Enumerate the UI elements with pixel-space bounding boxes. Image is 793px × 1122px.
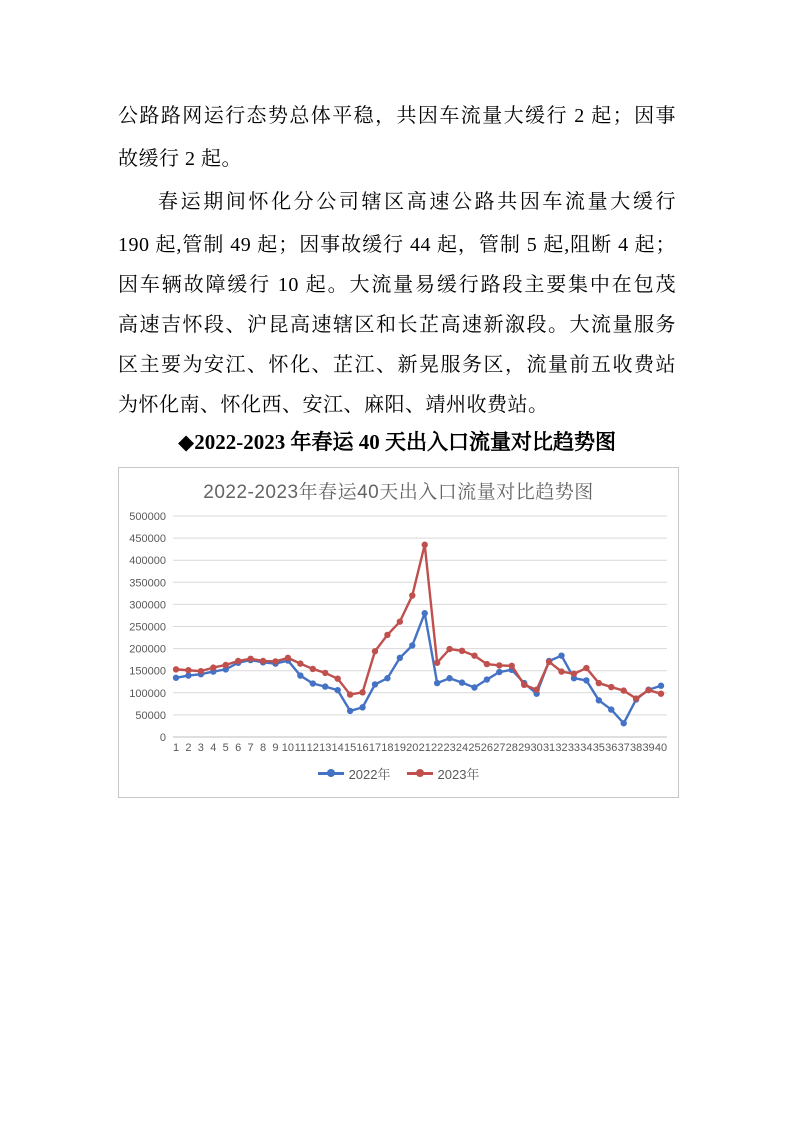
legend-item-2022 [318, 764, 391, 783]
body-line: 高速吉怀段、沪昆高速辖区和长芷高速新溆段。大流量服务 [118, 314, 676, 336]
legend-marker-2022 [318, 772, 344, 775]
svg-text:28: 28 [505, 742, 518, 754]
svg-text:20: 20 [406, 742, 419, 754]
svg-text:26: 26 [480, 742, 494, 754]
svg-text:18: 18 [381, 742, 394, 754]
body-line: 故缓行 2 起。 [118, 148, 242, 170]
svg-text:19: 19 [393, 742, 406, 754]
svg-text:25: 25 [468, 742, 481, 754]
svg-text:11: 11 [294, 742, 307, 754]
traffic-trend-chart [118, 467, 679, 798]
figure-heading: ◆2022-2023 年春运 40 天出入口流量对比趋势图 [178, 430, 616, 454]
svg-text:500000: 500000 [129, 511, 166, 523]
svg-text:36: 36 [605, 742, 618, 754]
svg-text:400000: 400000 [129, 555, 166, 568]
svg-text:200000: 200000 [129, 643, 166, 656]
body-line: 为怀化南、怀化西、安江、麻阳、靖州收费站。 [118, 394, 549, 416]
chart-title: 2022-2023年春运40天出入口流量对比趋势图 [203, 482, 594, 503]
body-line: 190 起,管制 49 起；因事故缓行 44 起，管制 5 起,阻断 4 起； [118, 234, 676, 256]
svg-text:24: 24 [455, 742, 469, 754]
legend-item-2023 [407, 764, 480, 783]
svg-text:35: 35 [592, 742, 605, 754]
body-line: 春运期间怀化分公司辖区高速公路共因车流量大缓行 [158, 191, 676, 213]
body-line: 公路路网运行态势总体平稳，共因车流量大缓行 2 起；因事 [118, 105, 676, 127]
legend-marker-2023 [407, 772, 433, 775]
svg-text:34: 34 [580, 742, 593, 754]
body-line: 因车辆故障缓行 10 起。大流量易缓行路段主要集中在包茂 [118, 274, 676, 296]
svg-text:300000: 300000 [129, 599, 166, 612]
svg-text:21: 21 [418, 742, 431, 754]
svg-text:17: 17 [368, 742, 382, 754]
svg-text:33: 33 [567, 742, 581, 754]
svg-text:7: 7 [247, 742, 254, 754]
svg-text:30: 30 [530, 742, 543, 754]
svg-text:14: 14 [331, 742, 344, 754]
svg-text:1: 1 [172, 742, 180, 754]
svg-text:38: 38 [630, 742, 643, 754]
svg-text:350000: 350000 [129, 577, 166, 590]
svg-text:13: 13 [319, 742, 332, 754]
svg-text:9: 9 [272, 742, 279, 754]
svg-text:5: 5 [222, 742, 229, 754]
svg-text:150000: 150000 [129, 665, 166, 678]
svg-text:450000: 450000 [129, 533, 166, 546]
svg-text:12: 12 [306, 742, 319, 754]
svg-text:23: 23 [443, 742, 456, 754]
svg-text:40: 40 [654, 742, 668, 754]
svg-text:37: 37 [617, 742, 630, 754]
svg-text:10: 10 [281, 742, 295, 754]
svg-text:16: 16 [356, 742, 369, 754]
svg-text:39: 39 [642, 742, 655, 754]
svg-text:3: 3 [197, 742, 204, 754]
svg-text:15: 15 [343, 742, 357, 754]
body-text [118, 103, 676, 432]
svg-text:32: 32 [555, 742, 568, 754]
svg-text:29: 29 [518, 742, 531, 754]
svg-text:50000: 50000 [135, 709, 166, 722]
legend-label-2022: 2022年 [348, 766, 391, 782]
svg-text:27: 27 [493, 742, 506, 754]
chart-legend [119, 763, 678, 783]
svg-text:2: 2 [185, 742, 192, 754]
body-line: 区主要为安江、怀化、芷江、新晃服务区，流量前五收费站 [118, 354, 676, 376]
chart-canvas [119, 468, 678, 797]
svg-text:4: 4 [210, 742, 217, 754]
svg-text:100000: 100000 [129, 687, 166, 700]
svg-text:6: 6 [235, 742, 242, 754]
svg-text:31: 31 [542, 742, 556, 754]
svg-text:0: 0 [159, 732, 166, 744]
svg-text:22: 22 [431, 742, 444, 754]
svg-text:250000: 250000 [129, 621, 166, 634]
svg-text:8: 8 [259, 742, 267, 754]
legend-label-2023: 2023年 [437, 766, 480, 782]
